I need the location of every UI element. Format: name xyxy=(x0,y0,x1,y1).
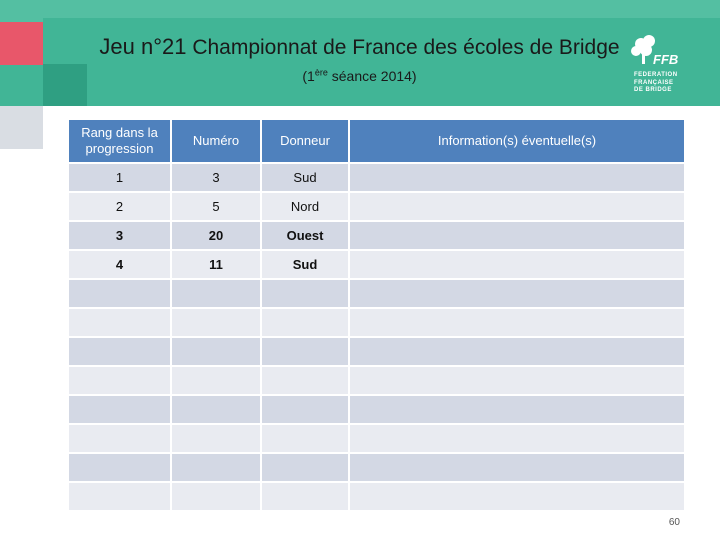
cell-numero xyxy=(172,483,260,510)
cell-numero: 3 xyxy=(172,164,260,191)
cell-rang xyxy=(69,280,170,307)
table-row xyxy=(69,222,684,249)
cell-information xyxy=(350,396,684,423)
cell-rang xyxy=(69,309,170,336)
table-row xyxy=(69,309,684,336)
cell-information xyxy=(350,251,684,278)
cell-numero xyxy=(172,280,260,307)
decorative-square-red xyxy=(0,22,43,65)
cell-donneur: Nord xyxy=(262,193,348,220)
cell-donneur: Ouest xyxy=(262,222,348,249)
subtitle-superscript: ère xyxy=(314,67,328,78)
cell-rang xyxy=(69,483,170,510)
cell-information xyxy=(350,483,684,510)
logo-mark: FFB xyxy=(653,52,679,67)
cell-rang xyxy=(69,396,170,423)
table-row xyxy=(69,396,684,423)
cell-information xyxy=(350,280,684,307)
cell-rang: 4 xyxy=(69,251,170,278)
cell-numero xyxy=(172,367,260,394)
column-header-donneur: Donneur xyxy=(262,120,348,162)
title-game-number: Jeu n°21 xyxy=(99,34,187,59)
decorative-square-grey xyxy=(0,106,43,149)
title-text: Championnat de France des écoles de Bridge xyxy=(186,36,620,59)
cell-numero xyxy=(172,396,260,423)
slide-title xyxy=(87,34,632,60)
cell-numero: 5 xyxy=(172,193,260,220)
deal-table xyxy=(67,118,686,512)
cell-donneur: Sud xyxy=(262,164,348,191)
table-row xyxy=(69,425,684,452)
column-header-rang: Rang dans la progression xyxy=(69,120,170,162)
table-header-row xyxy=(69,120,684,162)
cell-information xyxy=(350,338,684,365)
decorative-strip xyxy=(0,0,720,18)
cell-numero xyxy=(172,425,260,452)
cell-information xyxy=(350,193,684,220)
cell-rang xyxy=(69,454,170,481)
slide-subtitle xyxy=(87,68,632,84)
cell-rang xyxy=(69,338,170,365)
cell-rang: 1 xyxy=(69,164,170,191)
table-row xyxy=(69,280,684,307)
cell-numero xyxy=(172,309,260,336)
decorative-square-teal xyxy=(43,64,87,106)
cell-donneur: Sud xyxy=(262,251,348,278)
cell-donneur xyxy=(262,483,348,510)
table-row xyxy=(69,164,684,191)
cell-donneur xyxy=(262,280,348,307)
cell-information xyxy=(350,425,684,452)
cell-numero xyxy=(172,454,260,481)
table-row xyxy=(69,193,684,220)
table-row xyxy=(69,251,684,278)
subtitle-rest: séance 2014) xyxy=(327,68,417,84)
cell-rang xyxy=(69,425,170,452)
cell-donneur xyxy=(262,367,348,394)
table-row xyxy=(69,454,684,481)
cell-donneur xyxy=(262,396,348,423)
cell-numero xyxy=(172,338,260,365)
table-row xyxy=(69,367,684,394)
page-number: 60 xyxy=(668,517,680,528)
cell-numero: 20 xyxy=(172,222,260,249)
logo-caption: FEDERATION FRANÇAISE DE BRIDGE xyxy=(634,72,678,93)
cell-donneur xyxy=(262,338,348,365)
column-header-numero: Numéro xyxy=(172,120,260,162)
cell-information xyxy=(350,367,684,394)
table-row xyxy=(69,338,684,365)
cell-information xyxy=(350,222,684,249)
cell-numero: 11 xyxy=(172,251,260,278)
decorative-square xyxy=(0,0,43,22)
cell-donneur xyxy=(262,309,348,336)
cell-rang xyxy=(69,367,170,394)
cell-donneur xyxy=(262,425,348,452)
cell-rang: 2 xyxy=(69,193,170,220)
table-row xyxy=(69,483,684,510)
cell-donneur xyxy=(262,454,348,481)
cell-information xyxy=(350,454,684,481)
subtitle-open: (1 xyxy=(302,68,315,84)
cell-information xyxy=(350,164,684,191)
cell-information xyxy=(350,309,684,336)
cell-rang: 3 xyxy=(69,222,170,249)
column-header-information: Information(s) éventuelle(s) xyxy=(350,120,684,162)
